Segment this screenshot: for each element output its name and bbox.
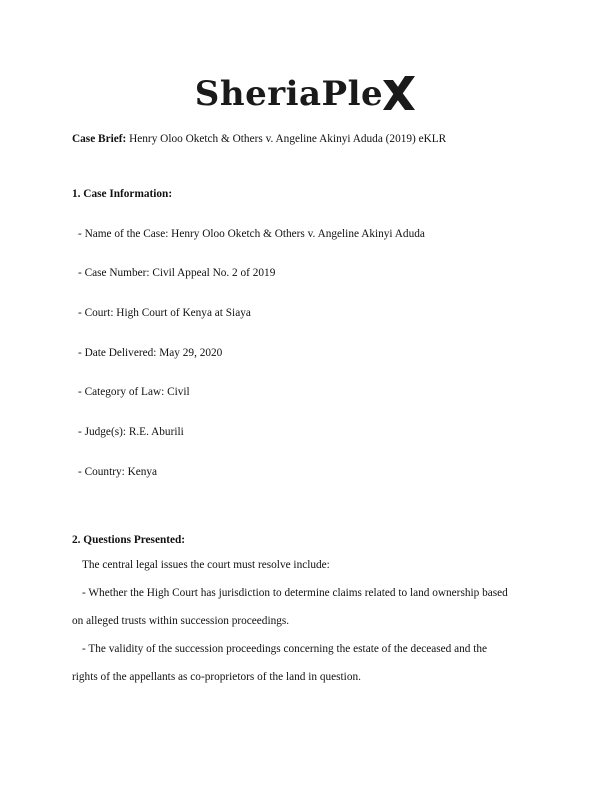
case-info-judges: - Judge(s): R.E. Aburili bbox=[78, 426, 184, 438]
section-2-heading: 2. Questions Presented: bbox=[72, 534, 186, 546]
question-2-line-1: - The validity of the succession proceedings concerning the estate of the deceased and the bbox=[82, 643, 488, 655]
case-info-category: - Category of Law: Civil bbox=[78, 386, 190, 398]
case-info-court: - Court: High Court of Kenya at Siaya bbox=[78, 307, 251, 319]
logo-x-mark-icon bbox=[381, 74, 417, 114]
section-1-heading: 1. Case Information: bbox=[72, 188, 173, 200]
question-1-line-2: on alleged trusts within succession proceedings. bbox=[72, 615, 290, 627]
logo-wordmark: SheriaPle bbox=[194, 74, 384, 114]
sheriaplex-logo bbox=[0, 74, 612, 124]
case-info-country: - Country: Kenya bbox=[78, 466, 158, 478]
case-brief-label: Case Brief: bbox=[72, 133, 127, 145]
case-brief-title: Henry Oloo Oketch & Others v. Angeline Akinyi Aduda (2019) eKLR bbox=[129, 133, 447, 145]
questions-intro: The central legal issues the court must resolve include: bbox=[82, 559, 330, 571]
question-2-line-2: rights of the appellants as co-proprietors of the land in question. bbox=[72, 671, 361, 683]
case-info-name: - Name of the Case: Henry Oloo Oketch & Others v. Angeline Akinyi Aduda bbox=[78, 228, 425, 240]
question-1-line-1: - Whether the High Court has jurisdiction to determine claims related to land ownership based bbox=[82, 587, 508, 599]
case-brief-line bbox=[72, 132, 446, 146]
case-info-number: - Case Number: Civil Appeal No. 2 of 2019 bbox=[78, 267, 276, 279]
logo-wrapper bbox=[195, 74, 417, 114]
case-info-date: - Date Delivered: May 29, 2020 bbox=[78, 347, 223, 359]
